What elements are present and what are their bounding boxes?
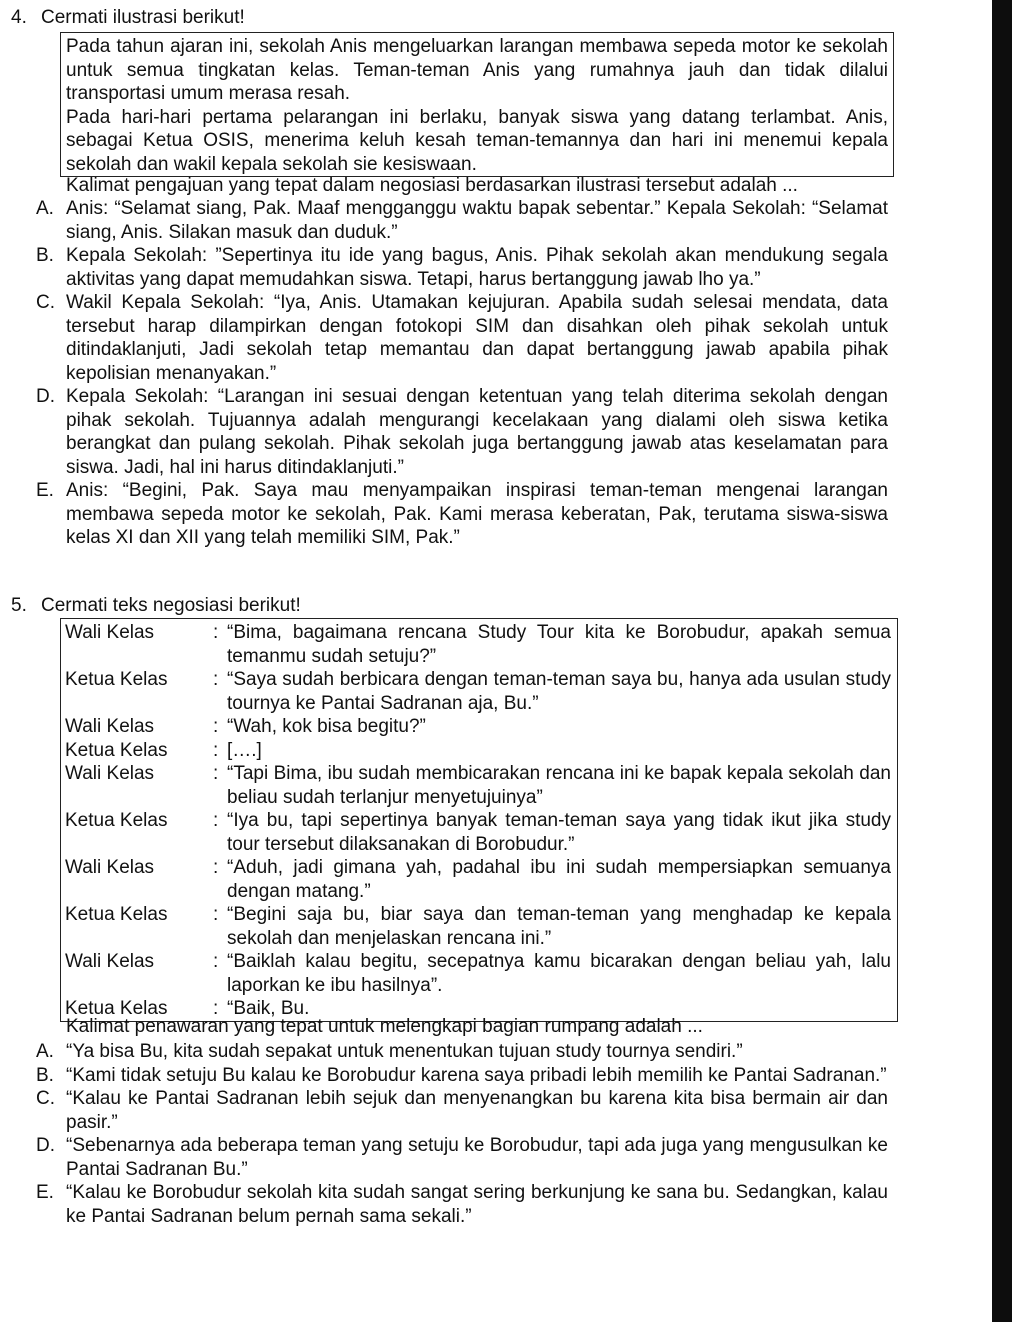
question-4-title: Cermati ilustrasi berikut! — [41, 7, 245, 28]
dialog-speaker: Ketua Kelas — [65, 669, 168, 690]
option-text: Anis: “Begini, Pak. Saya mau menyampaikan inspirasi teman-teman mengenai larangan membawa sepeda motor ke sekolah, Pak. Kami merasa keberatan, Pak, terutama siswa-siswa kelas XI dan XII yang telah memiliki SIM, Pak.” — [66, 480, 888, 548]
option-4e[interactable] — [36, 479, 888, 550]
option-text: “Ya bisa Bu, kita sudah sepakat untuk menentukan tujuan study tournya sendiri.” — [66, 1041, 743, 1062]
question-4-illustration-box — [60, 32, 894, 177]
dialog-utterance: “Wah, kok bisa begitu?” — [227, 716, 426, 737]
dialog-colon: : — [213, 669, 219, 690]
question-5-options — [36, 1040, 888, 1228]
dialog-speaker: Wali Kelas — [65, 857, 155, 878]
dialog-speaker: Wali Kelas — [65, 622, 155, 643]
dialog-row — [65, 903, 891, 950]
option-letter: A. — [36, 1041, 54, 1062]
dialog-speaker: Ketua Kelas — [65, 998, 168, 1019]
dialog-colon: : — [213, 716, 219, 737]
dialog-colon: : — [213, 904, 219, 925]
dialog-colon: : — [213, 763, 219, 784]
dialog-colon: : — [213, 810, 219, 831]
option-text: Anis: “Selamat siang, Pak. Maaf mengganggu waktu bapak sebentar.” Kepala Sekolah: “Selamat siang, Anis. Silakan masuk dan duduk.” — [66, 198, 888, 243]
dialog-row — [65, 856, 891, 903]
dialog-row — [65, 950, 891, 997]
dialog-colon: : — [213, 857, 219, 878]
option-4b[interactable] — [36, 244, 888, 291]
option-5c[interactable] — [36, 1087, 888, 1134]
option-text: Wakil Kepala Sekolah: “Iya, Anis. Utamakan kejujuran. Apabila sudah selesai mendata, data tersebut harap dilampirkan dengan fotokopi SIM dan disahkan oleh pihak sekolah untuk ditindaklanjuti, Jadi sekolah tetap memantau dan dapat bertanggung jawab apabila pihak kepolisian menanyakan.” — [66, 292, 888, 384]
illustration-paragraph-2: Pada hari-hari pertama pelarangan ini berlaku, banyak siswa yang datang terlambat. Anis, sebagai Ketua OSIS, menerima keluh kesah teman-temannya dan hari ini menemui kepala sekolah dan wakil kepala sekolah sie kesiswaan. — [66, 106, 888, 175]
question-5-number: 5. — [11, 595, 27, 616]
dialog-utterance: “Aduh, jadi gimana yah, padahal ibu ini sudah mempersiapkan semuanya dengan matang.” — [227, 857, 891, 902]
dialog-speaker: Wali Kelas — [65, 951, 155, 972]
question-4-heading — [11, 6, 245, 30]
option-text: Kepala Sekolah: “Larangan ini sesuai dengan ketentuan yang telah diterima sekolah dengan pihak sekolah. Tujuannya adalah mengurangi kecelakaan yang dialami oleh siswa ketika berangkat dan pulang sekolah. Pihak sekolah juga bertanggung jawab atas keselamatan para siswa. Jadi, hal ini harus ditindaklanjuti.” — [66, 386, 888, 478]
dialog-utterance: “Iya bu, tapi sepertinya banyak teman-teman saya yang tidak ikut jika study tour tersebut dilaksanakan di Borobudur.” — [227, 810, 891, 855]
option-letter: B. — [36, 245, 54, 266]
option-4c[interactable] — [36, 291, 888, 385]
dialog-row — [65, 668, 891, 715]
option-5d[interactable] — [36, 1134, 888, 1181]
option-letter: C. — [36, 1088, 55, 1109]
question-4-stem: Kalimat pengajuan yang tepat dalam negosiasi berdasarkan ilustrasi tersebut adalah ... — [66, 175, 798, 196]
question-4-options — [36, 197, 888, 550]
question-4-number: 4. — [11, 7, 27, 28]
option-letter: B. — [36, 1064, 54, 1086]
question-5-heading — [11, 594, 301, 618]
option-letter: D. — [36, 1135, 55, 1156]
dialog-row — [65, 715, 891, 739]
option-letter: E. — [36, 1182, 54, 1203]
dialog-row — [65, 809, 891, 856]
option-4d[interactable] — [36, 385, 888, 479]
dialog-speaker: Ketua Kelas — [65, 904, 168, 925]
dialog-utterance: “Saya sudah berbicara dengan teman-teman saya bu, hanya ada usulan study tournya ke Pantai Sadranan aja, Bu.” — [227, 669, 891, 714]
dialog-utterance: “Baiklah kalau begitu, secepatnya kamu bicarakan dengan beliau yah, lalu laporkan ke ibu hasilnya”. — [227, 951, 891, 996]
dialog-utterance: “Tapi Bima, ibu sudah membicarakan rencana ini ke bapak kepala sekolah dan beliau sudah terlanjur menyetujuinya” — [227, 763, 891, 808]
option-5b[interactable] — [36, 1064, 888, 1088]
dialog-row-blank — [65, 739, 891, 763]
dialog-utterance: “Begini saja bu, biar saya dan teman-teman yang menghadap ke kepala sekolah dan menjelaskan rencana ini.” — [227, 904, 891, 949]
dialog-colon: : — [213, 622, 219, 643]
dialog-colon: : — [213, 998, 219, 1019]
dialog-colon: : — [213, 951, 219, 972]
dialog-speaker: Wali Kelas — [65, 716, 155, 737]
dialog-speaker: Wali Kelas — [65, 763, 155, 784]
dialog-utterance: “Bima, bagaimana rencana Study Tour kita ke Borobudur, apakah semua temanmu sudah setuju?” — [227, 622, 891, 667]
option-5e[interactable] — [36, 1181, 888, 1228]
option-text: “Sebenarnya ada beberapa teman yang setuju ke Borobudur, tapi ada juga yang mengusulkan ke Pantai Sadranan Bu.” — [66, 1135, 888, 1180]
option-letter: E. — [36, 480, 54, 501]
option-text: “Kalau ke Pantai Sadranan lebih sejuk dan menyenangkan bu karena kita bisa bermain air dan pasir.” — [66, 1088, 888, 1133]
option-text: “Kami tidak setuju Bu kalau ke Borobudur karena saya pribadi lebih memilih ke Pantai Sadranan.” — [66, 1064, 887, 1086]
option-letter: A. — [36, 198, 54, 219]
option-letter: C. — [36, 292, 55, 313]
option-text: Kepala Sekolah: ”Sepertinya itu ide yang bagus, Anis. Pihak sekolah akan mendukung segala aktivitas yang dapat memudahkan siswa. Tetapi, harus bertanggung jawab lho ya.” — [66, 245, 888, 290]
dialog-utterance: “Baik, Bu. — [227, 998, 310, 1019]
option-text: “Kalau ke Borobudur sekolah kita sudah sangat sering berkunjung ke sana bu. Sedangkan, kalau ke Pantai Sadranan belum pernah sama sekali.” — [66, 1182, 888, 1227]
page-edge-bar — [992, 0, 1012, 1322]
dialog-row — [65, 621, 891, 668]
option-5a[interactable] — [36, 1040, 888, 1064]
dialog-colon: : — [213, 739, 219, 761]
dialog-speaker: Ketua Kelas — [65, 810, 168, 831]
option-letter: D. — [36, 386, 55, 407]
question-5-stem: Kalimat penawaran yang tepat untuk melengkapi bagian rumpang adalah ... — [66, 1016, 703, 1037]
negotiation-dialog-box — [60, 618, 898, 1022]
option-4a[interactable] — [36, 197, 888, 244]
dialog-speaker: Ketua Kelas — [65, 739, 168, 761]
dialog-row — [65, 762, 891, 809]
dialog-blank: [….] — [227, 739, 262, 761]
question-5-title: Cermati teks negosiasi berikut! — [41, 595, 301, 616]
illustration-paragraph-1: Pada tahun ajaran ini, sekolah Anis mengeluarkan larangan membawa sepeda motor ke sekolah untuk semua tingkatan kelas. Teman-teman Anis yang rumahnya jauh dan tidak dilalui transportasi umum merasa resah. — [66, 36, 888, 104]
